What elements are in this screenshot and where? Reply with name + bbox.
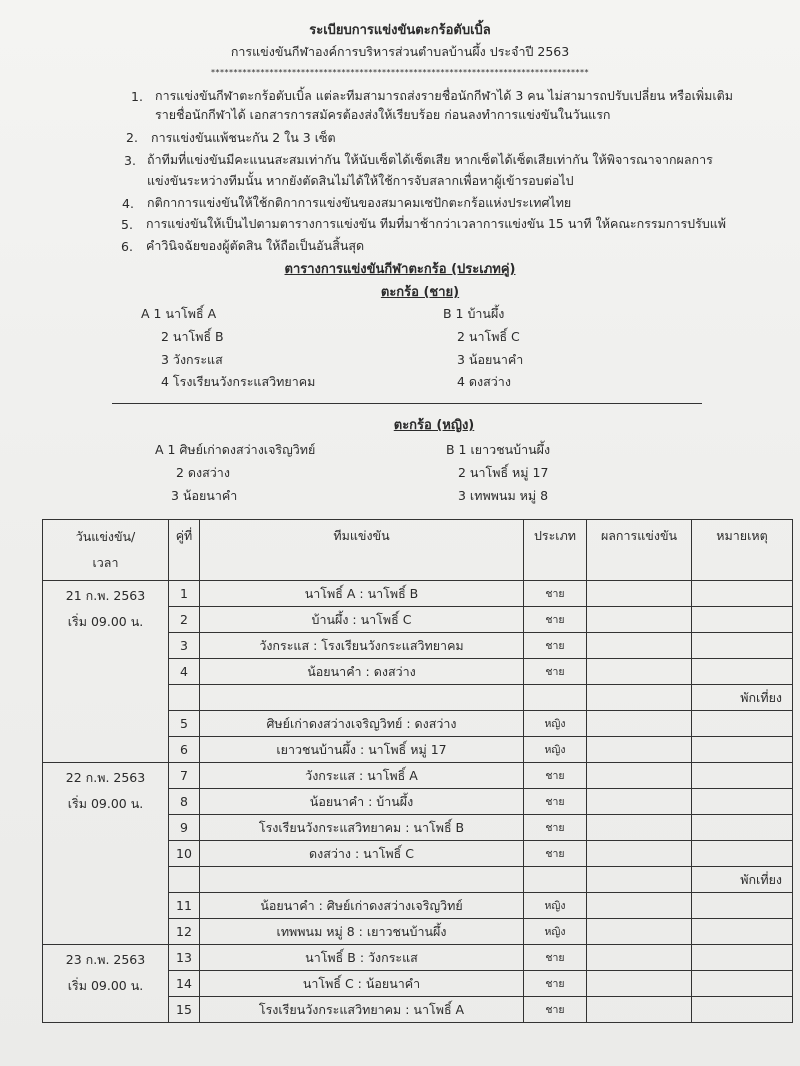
header-teams: ทีมแข่งขัน — [200, 520, 524, 581]
match-type: หญิง — [524, 711, 587, 737]
header-remark: หมายเหตุ — [692, 520, 793, 581]
match-remark — [692, 633, 793, 659]
header-type: ประเภท — [524, 520, 587, 581]
break-empty — [200, 685, 524, 711]
match-type: ชาย — [524, 971, 587, 997]
star-divider: ************************************************************************************ — [211, 68, 589, 77]
group-b-team: 2 นาโพธิ์ หมู่ 17 — [458, 465, 549, 480]
match-teams: บ้านผึ้ง : นาโพธิ์ C — [200, 607, 524, 633]
match-no: 6 — [169, 737, 200, 763]
match-remark — [692, 997, 793, 1023]
break-empty — [200, 867, 524, 893]
match-type: ชาย — [524, 997, 587, 1023]
rule-number: 4. — [122, 196, 134, 211]
day-date: 21 ก.พ. 2563 — [65, 588, 146, 603]
header-date-line1: วันแข่งขัน/ — [75, 529, 136, 544]
match-type: หญิง — [524, 893, 587, 919]
match-teams: น้อยนาคำ : ดงสว่าง — [200, 659, 524, 685]
match-result — [587, 581, 692, 607]
header-result: ผลการแข่งขัน — [587, 520, 692, 581]
day-cell — [43, 763, 169, 945]
male-heading: ตะกร้อ (ชาย) — [380, 285, 460, 300]
match-remark — [692, 945, 793, 971]
section-divider — [112, 403, 702, 404]
match-teams: เยาวชนบ้านผึ้ง : นาโพธิ์ หมู่ 17 — [200, 737, 524, 763]
match-remark — [692, 607, 793, 633]
day-time: เริ่ม 09.00 น. — [67, 978, 144, 993]
match-teams: น้อยนาคำ : ศิษย์เก่าดงสว่างเจริญวิทย์ — [200, 893, 524, 919]
match-no: 12 — [169, 919, 200, 945]
break-empty — [524, 685, 587, 711]
match-teams: เทพพนม หมู่ 8 : เยาวชนบ้านผึ้ง — [200, 919, 524, 945]
match-result — [587, 763, 692, 789]
match-remark — [692, 711, 793, 737]
female-heading: ตะกร้อ (หญิง) — [393, 418, 475, 433]
rule-number: 6. — [121, 239, 133, 254]
match-result — [587, 737, 692, 763]
match-no: 15 — [169, 997, 200, 1023]
match-remark — [692, 581, 793, 607]
match-result — [587, 971, 692, 997]
rule-text: ถ้าทีมที่แข่งขันมีคะแนนสะสมเท่ากัน ให้นับเซ็ตได้เซ็ตเสีย หากเซ็ตได้เซ็ตเสียเท่ากัน ให้พิจารณาจากผลการ — [147, 152, 713, 167]
match-result — [587, 841, 692, 867]
table-row — [43, 763, 793, 789]
match-no: 3 — [169, 633, 200, 659]
break-empty — [524, 867, 587, 893]
match-result — [587, 633, 692, 659]
group-b-team: 4 ดงสว่าง — [457, 374, 511, 389]
group-b-team: 3 เทพพนม หมู่ 8 — [458, 488, 549, 503]
group-a-team: 3 น้อยนาคำ — [171, 488, 238, 503]
match-no: 2 — [169, 607, 200, 633]
schedule-title: ตารางการแข่งขันกีฬาตะกร้อ (ประเภทคู่) — [284, 262, 516, 277]
match-remark — [692, 919, 793, 945]
group-a-team: 3 วังกระแส — [161, 352, 223, 367]
match-remark — [692, 815, 793, 841]
match-no: 10 — [169, 841, 200, 867]
rule-text: การแข่งขันแพ้ชนะกัน 2 ใน 3 เซ็ต — [151, 130, 336, 145]
group-a-team: 2 ดงสว่าง — [176, 465, 230, 480]
group-b-team: B 1 บ้านผึ้ง — [443, 306, 505, 321]
group-a-team: 2 นาโพธิ์ B — [161, 329, 224, 344]
match-remark — [692, 763, 793, 789]
match-result — [587, 893, 692, 919]
rule-text: การแข่งขันกีฬาตะกร้อตับเบิ้ล แต่ละทีมสามารถส่งรายชื่อนักกีฬาได้ 3 คน ไม่สามารถปรับเปลี่ยน หรือเพิ่มเติม — [155, 88, 734, 103]
match-teams: วังกระแส : นาโพธิ์ A — [200, 763, 524, 789]
match-teams: โรงเรียนวังกระแสวิทยาคม : นาโพธิ์ A — [200, 997, 524, 1023]
match-remark — [692, 737, 793, 763]
table-row — [43, 945, 793, 971]
match-type: หญิง — [524, 919, 587, 945]
match-type: ชาย — [524, 841, 587, 867]
group-b-team: 2 นาโพธิ์ C — [457, 329, 520, 344]
rule-number: 5. — [121, 217, 133, 232]
match-no: 14 — [169, 971, 200, 997]
day-date: 23 ก.พ. 2563 — [65, 952, 146, 967]
match-no: 9 — [169, 815, 200, 841]
match-type: ชาย — [524, 581, 587, 607]
day-date: 22 ก.พ. 2563 — [65, 770, 146, 785]
lunch-break-label: พักเที่ยง — [692, 867, 793, 893]
match-teams: วังกระแส : โรงเรียนวังกระแสวิทยาคม — [200, 633, 524, 659]
match-no: 11 — [169, 893, 200, 919]
match-result — [587, 919, 692, 945]
rule-number: 1. — [131, 89, 143, 104]
table-header-row — [43, 520, 793, 581]
rule-text: กติกาการแข่งขันให้ใช้กติกาการแข่งขันของสมาคมเซปักตะกร้อแห่งประเทศไทย — [147, 195, 572, 210]
header-date-line2: เวลา — [92, 555, 119, 570]
match-teams: น้อยนาคำ : บ้านผึ้ง — [200, 789, 524, 815]
match-result — [587, 789, 692, 815]
match-no: 8 — [169, 789, 200, 815]
break-empty — [587, 685, 692, 711]
match-no: 13 — [169, 945, 200, 971]
rule-text: รายชื่อนักกีฬาได้ เอกสารการสมัครต้องส่งให้เรียบร้อย ก่อนลงทำการแข่งขันในวันแรก — [155, 107, 611, 122]
group-a-team: 4 โรงเรียนวังกระแสวิทยาคม — [161, 374, 316, 389]
group-a-team: A 1 ศิษย์เก่าดงสว่างเจริญวิทย์ — [155, 442, 316, 457]
rule-text: คำวินิจฉัยของผู้ตัดสิน ให้ถือเป็นอันสิ้นสุด — [146, 238, 365, 253]
match-teams: โรงเรียนวังกระแสวิทยาคม : นาโพธิ์ B — [200, 815, 524, 841]
schedule-table — [42, 519, 793, 1023]
day-cell — [43, 945, 169, 1023]
match-result — [587, 997, 692, 1023]
match-no: 1 — [169, 581, 200, 607]
document-title: ระเบียบการแข่งขันตะกร้อตับเบิ้ล — [309, 23, 491, 38]
match-type: ชาย — [524, 633, 587, 659]
match-remark — [692, 971, 793, 997]
break-empty — [587, 867, 692, 893]
day-cell — [43, 581, 169, 763]
match-teams: นาโพธิ์ A : นาโพธิ์ B — [200, 581, 524, 607]
match-teams: ดงสว่าง : นาโพธิ์ C — [200, 841, 524, 867]
rule-text: การแข่งขันให้เป็นไปตามตารางการแข่งขัน ทีมที่มาช้ากว่าเวลาการแข่งขัน 15 นาที ให้คณะกรรมการปรับแพ้ — [146, 216, 727, 231]
match-no: 5 — [169, 711, 200, 737]
match-no: 7 — [169, 763, 200, 789]
match-remark — [692, 893, 793, 919]
match-remark — [692, 789, 793, 815]
document-subtitle: การแข่งขันกีฬาองค์การบริหารส่วนตำบลบ้านผึ้ง ประจำปี 2563 — [230, 44, 570, 59]
match-type: หญิง — [524, 737, 587, 763]
header-no: คู่ที่ — [169, 520, 200, 581]
group-a-team: A 1 นาโพธิ์ A — [141, 306, 217, 321]
match-type: ชาย — [524, 659, 587, 685]
group-b-team: B 1 เยาวชนบ้านผึ้ง — [446, 442, 551, 457]
match-teams: นาโพธิ์ C : น้อยนาคำ — [200, 971, 524, 997]
match-result — [587, 945, 692, 971]
rule-number: 3. — [124, 153, 136, 168]
match-remark — [692, 659, 793, 685]
rule-text: แข่งขันระหว่างทีมนั้น หากยังตัดสินไม่ได้ให้ใช้การจับสลากเพื่อหาผู้เข้ารอบต่อไป — [147, 173, 574, 188]
match-result — [587, 711, 692, 737]
match-remark — [692, 841, 793, 867]
match-no: 4 — [169, 659, 200, 685]
break-empty — [169, 685, 200, 711]
rule-number: 2. — [126, 130, 138, 145]
match-teams: นาโพธิ์ B : วังกระแส — [200, 945, 524, 971]
match-result — [587, 607, 692, 633]
match-type: ชาย — [524, 945, 587, 971]
match-type: ชาย — [524, 763, 587, 789]
lunch-break-label: พักเที่ยง — [692, 685, 793, 711]
match-type: ชาย — [524, 607, 587, 633]
table-row — [43, 581, 793, 607]
break-empty — [169, 867, 200, 893]
match-result — [587, 659, 692, 685]
header-date — [43, 520, 169, 581]
day-time: เริ่ม 09.00 น. — [67, 614, 144, 629]
match-type: ชาย — [524, 815, 587, 841]
match-type: ชาย — [524, 789, 587, 815]
day-time: เริ่ม 09.00 น. — [67, 796, 144, 811]
group-b-team: 3 น้อยนาคำ — [457, 352, 524, 367]
match-teams: ศิษย์เก่าดงสว่างเจริญวิทย์ : ดงสว่าง — [200, 711, 524, 737]
match-result — [587, 815, 692, 841]
